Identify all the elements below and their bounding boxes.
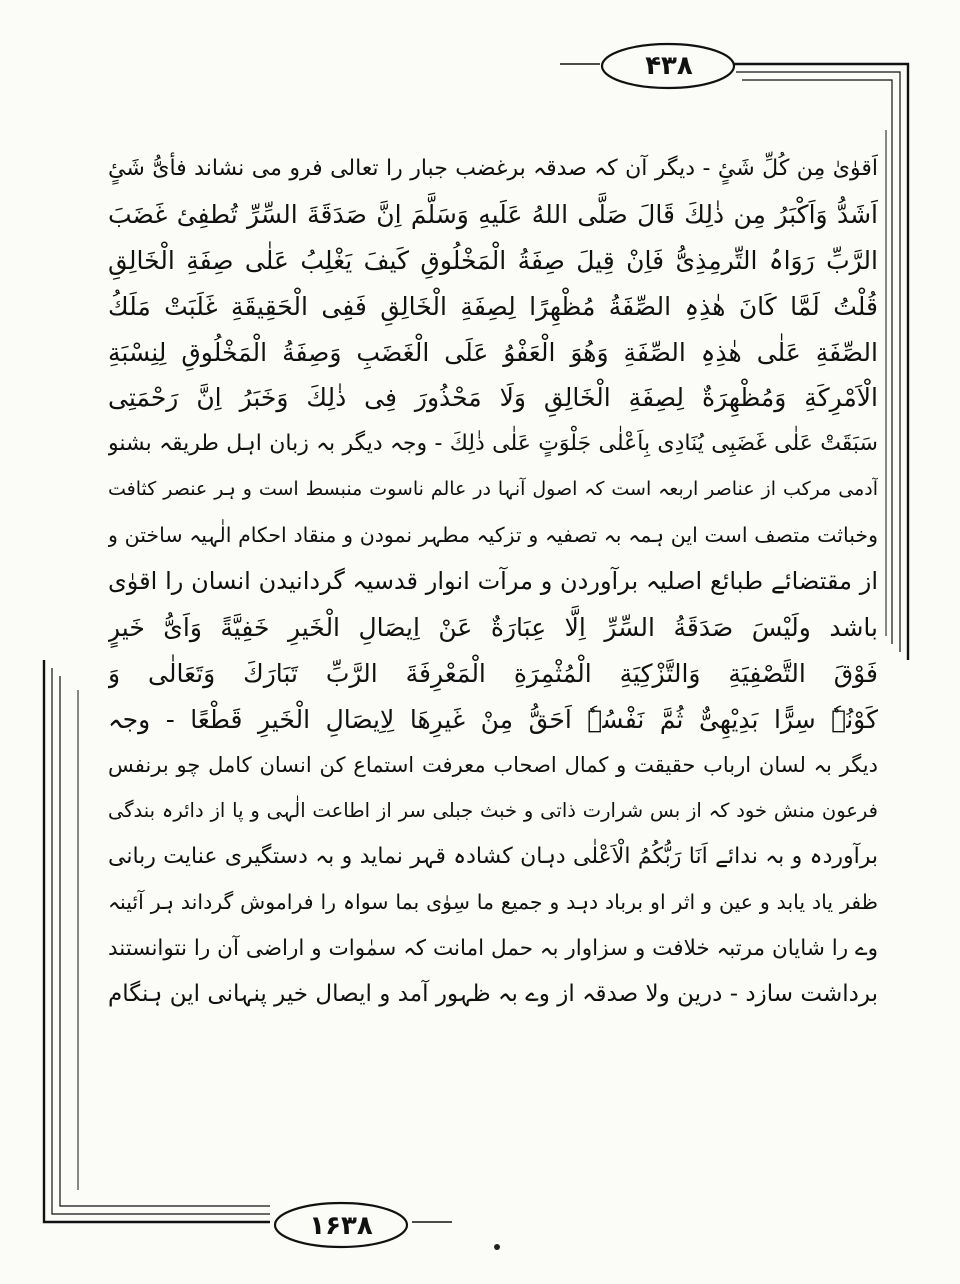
text-line: الصِّفَةِ عَلٰی ھٰذِہِ الصِّفَةِ وَھُوَ الْعَفْوُ عَلَی الْغَضَبِ وَصِفَةُ الْمَخْلُوقِ لِنِسْبَةِ [108, 337, 878, 367]
text-line: دیگر بہ لسان ارباب حقیقت و کمال اصحاب معرفت استماع کن انسان کامل چو برنفس [108, 752, 878, 777]
text-line: اَقوٰیٰ مِن کُلِّ شَیٍٔ - دیگر آن کہ صدقہ برغضب جبار را تعالی فرو می نشاند فأیُّ شَیٍٔ [108, 156, 878, 181]
text-line: آدمی مرکب از عناصر اربعہ است کہ اصول آنہا در عالم ناسوت منبسط است و ہر عنصر کثافت [108, 478, 878, 501]
text-line: وے را شایان مرتبہ خلافت و سزاوار بہ حمل امانت کہ سمٰوات و اراضی آن را نتوانستند [108, 936, 878, 962]
page-number-bottom: ۱۶۳۸ [309, 1211, 373, 1241]
body-text [108, 146, 878, 1161]
text-line: باشد ولَیْسَ صَدَقَةُ السِّرِّ اِلَّا عِبَارَةٌ عَنْ اِیصَالِ الْخَیرِ خَفِیَّةً وَاَیُّ خَیرٍ [108, 612, 878, 642]
page-number-top: ۴۳۸ [645, 51, 693, 81]
text-line: فرعون منش خود کہ از بس شرارت ذاتی و خبث جبلی سر از اطاعت الٰہی و پا از دائرہ بندگی [108, 799, 878, 823]
ink-speck [494, 1244, 500, 1250]
text-line: وخباثت متصف است این ہمہ بہ تصفیہ و تزکیہ مطہر نمودن و منقاد احکام الٰہیہ ساختن و [108, 523, 878, 548]
text-line: فَوْقَ التَّصْفِیَةِ وَالتَّزْکِیَةِ الْمُثْمِرَةِ الْمَعْرِفَةَ الرَّبِّ تَبَارَكَ وَتَعَالٰی وَ [108, 658, 878, 688]
text-line: برداشت سازد - درین ولا صدقہ از وے بہ ظہور آمد و ایصال خیر پنہانی این ہنگام [108, 981, 878, 1008]
text-line: الْاَمْرِکَةِ وَمُظْھِرَةٌ لِصِفَةِ الْخَالِقِ وَلَا مَحْذُورَ فِی ذٰلِكَ وَخَبَرُ اِنَّ رَحْمَتِی [108, 383, 878, 413]
text-line: ظفر یاد یابد و عین و اثر او برباد دہد و جمیع ما سِوٰی بما سواہ را فراموش گرداند ہر آئینہ [108, 890, 878, 915]
text-line: برآوردہ و بہ ندائے اَنَا رَبُّکُمُ الْاَعْلٰی دہان کشادہ قہر نماید و بہ دستگیری عنایت ربانی [108, 844, 878, 870]
text-line: قُلْتُ لَمَّا کَانَ ھٰذِہِ الصِّفَةُ مُظْھِرًا لِصِفَةِ الْخَالِقِ فَفِی الْحَقِیقَةِ غَلَبَتْ مَلَكُ [108, 291, 878, 321]
text-line: کَوْنُہٗ سِرًّا بَدِیْھِیٌّ ثُمَّ نَفْسُہٗ اَحَقُّ مِنْ غَیرِھَا لِاِیصَالِ الْخَیرِ قَطْعًا - وجہ [108, 704, 878, 734]
text-line: اَشَدُّ وَاَکْبَرُ مِن ذٰلِكَ قَالَ صَلَّی اللهُ عَلَیهِ وَسَلَّمَ اِنَّ صَدَقَةَ السِّرِّ تُطفِیٔ غَضَبَ [108, 199, 878, 229]
text-line: سَبَقَتْ عَلٰی غَضَبِی یُنَادِی بِاَعْلٰی جَلْوَتٍ عَلٰی ذٰلِكَ - وجہ دیگر بہ زبان اہل طریقہ بشنو [108, 431, 878, 457]
text-line: از مقتضائے طبائع اصلیہ برآوردن و مرآت انوار قدسیہ گردانیدن انسان را اقوٰی [108, 567, 878, 596]
text-line: الرَّبِّ رَوَاہُ التِّرمِذِیُّ فَاِنْ قِیلَ صِفَةُ الْمَخْلُوقِ کَیفَ یَغْلِبُ عَلٰی صِفَةِ الْخَالِقِ [108, 245, 878, 275]
